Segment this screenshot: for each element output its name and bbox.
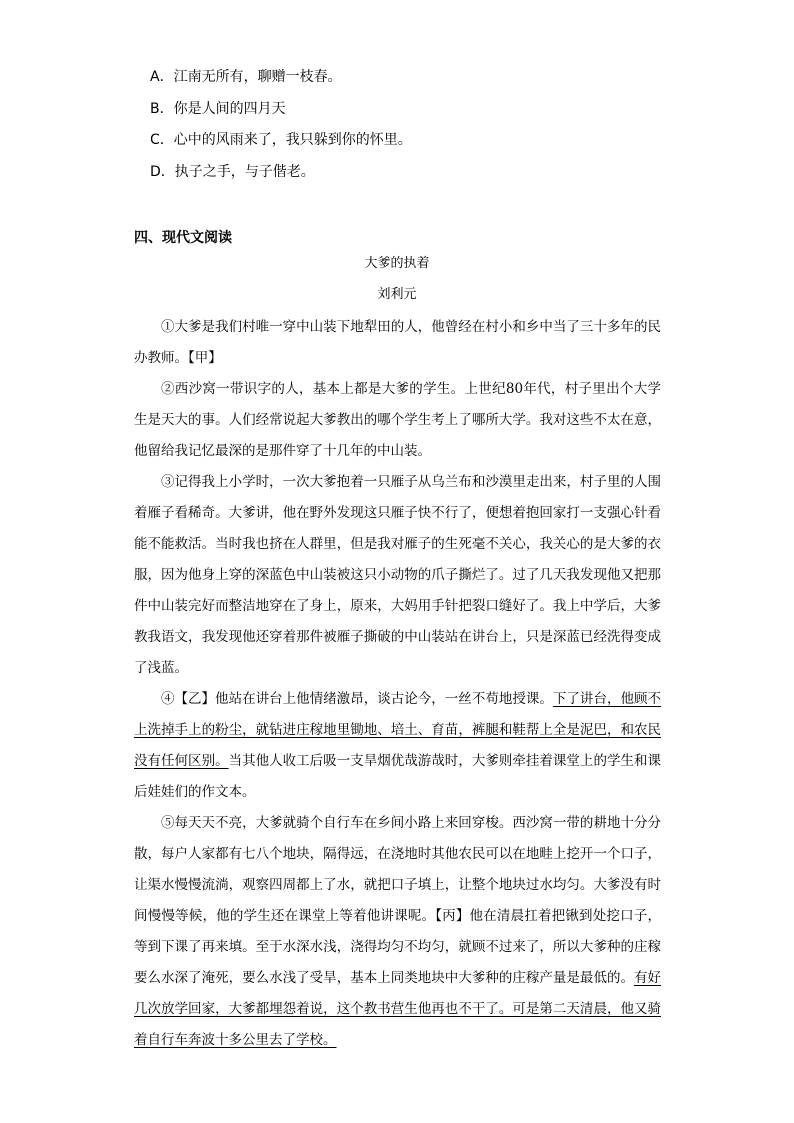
underlined-sentence-1: 下了讲台，他顾不上洗掉手上的粉尘，就钻进庄稼地里锄地、培土、育苗，裤腿和鞋帮上全是泥巴，和农民没有任何区别。 <box>134 691 662 769</box>
option-c: C．心中的风雨来了，我只躲到你的怀里。 <box>150 132 412 148</box>
article-body <box>134 312 661 1056</box>
article-title: 大爹的执着 <box>364 256 430 271</box>
paragraph-1: ①大爹是我们村唯一穿中山装下地犁田的人，他曾经在村小和乡中当了三十多年的民办教师。【甲】 <box>134 319 661 366</box>
option-d: D．执子之手，与子偕老。 <box>150 163 315 180</box>
answer-options <box>150 66 412 192</box>
paragraph-5 <box>134 808 661 1056</box>
option-b: B．你是人间的四月天 <box>150 100 286 117</box>
section-title: 四、现代文阅读 <box>134 230 232 246</box>
paragraph-4 <box>134 684 661 808</box>
underlined-sentence-2: 有好几次放学回家，大爹都埋怨着说，这个教书营生他再也不干了。可是第二天清晨，他又骑着自行车奔波十多公里去了学校。 <box>134 970 662 1048</box>
paragraph-4-end: 当其他人收工后吸一支旱烟优哉游哉时，大爹则牵挂着课堂上的学生和课后娃娃们的作文本。 <box>134 753 662 800</box>
paragraph-2: ②西沙窝一带识字的人，基本上都是大爹的学生。上世纪80年代，村子里出个大学生是天大的事。人们经常说起大爹教出的哪个学生考上了哪所大学。我对这些不太在意，他留给我记忆最深的是那件穿了十几年的中山装。 <box>134 381 661 459</box>
paragraph-5-text: ⑤每天天不亮，大爹就骑个自行车在乡间小路上来回穿梭。西沙窝一带的耕地十分分散，每户人家都有七八个地块，隔得远，在浇地时其他农民可以在地畦上挖开一个口子，让渠水慢慢流淌，观察四周都上了水，就把口子填上，让整个地块过水均匀。大爹没有时间慢慢等候，他的学生还在课堂上等着他讲课呢。【丙】他在清晨扛着把锹到处挖口子，等到下课了再来填。至于水深水浅，浇得均匀不均匀，就顾不过来了，所以大爹种的庄稼要么水深了淹死，要么水浅了受旱，基本上同类地块中大爹种的庄稼产量是最低的。 <box>134 815 661 986</box>
paragraph-3: ③记得我上小学时，一次大爹抱着一只雁子从乌兰布和沙漠里走出来，村子里的人围着雁子看稀奇。大爹讲，他在野外发现这只雁子快不行了，便想着抱回家打一支强心针看能不能救活。当时我也挤在人群里，但是我对雁子的生死毫不关心，我关心的是大爹的衣服，因为他身上穿的深蓝色中山装被这只小动物的爪子撕烂了。过了几天我发现他又把那件中山装完好而整洁地穿在了身上，原来，大妈用手针把裂口缝好了。我上中学后，大爹教我语文，我发现他还穿着那件被雁子撕破的中山装站在讲台上，只是深蓝已经洗得变成了浅蓝。 <box>134 474 661 676</box>
option-a: A．江南无所有，聊赠一枝春。 <box>150 69 342 85</box>
paragraph-4-intro: ④【乙】他站在讲台上他情绪激昂，谈古论今，一丝不苟地授课。 <box>161 691 553 707</box>
article-author: 刘利元 <box>377 287 417 302</box>
